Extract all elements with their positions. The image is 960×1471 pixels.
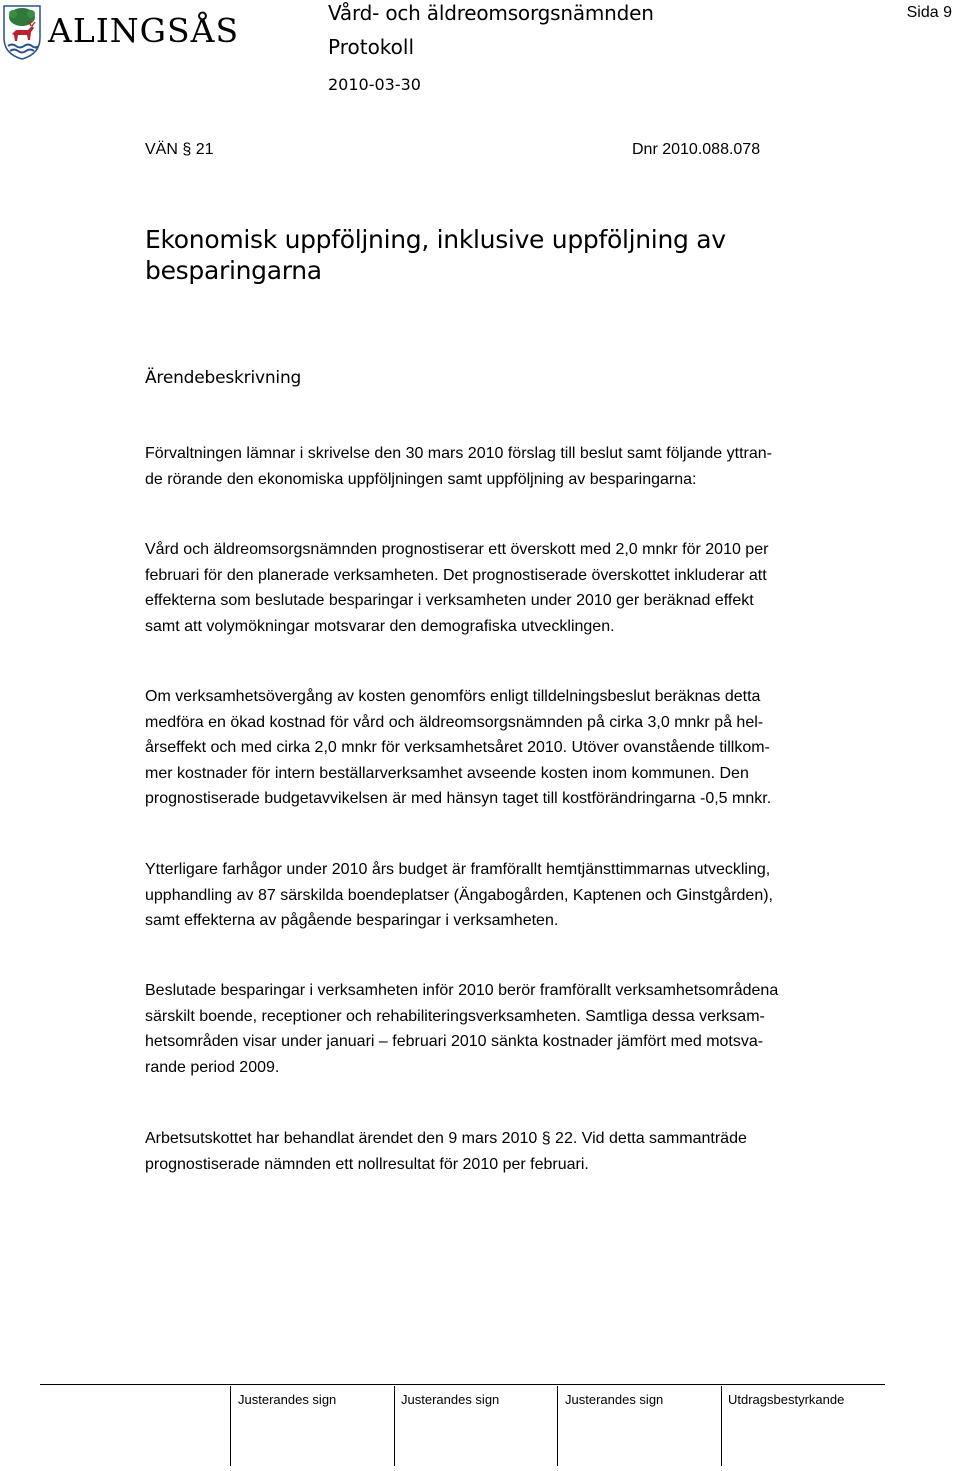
logo-wordmark: ALINGSÅS <box>48 11 240 50</box>
paragraph-1 <box>145 441 875 492</box>
alingsas-coat-of-arms-icon <box>2 4 260 60</box>
text-line: medföra en ökad kostnad för vård och äldreomsorgsnämnden på cirka 3,0 mnkr på hel- <box>145 713 764 731</box>
signature-box-divider <box>557 1386 558 1466</box>
diary-number: Dnr 2010.088.078 <box>632 141 761 158</box>
paragraph-6 <box>145 1126 875 1177</box>
committee-name: Vård- och äldreomsorgsnämnden <box>328 1 654 25</box>
text-line: mer kostnader för intern beställarverksamhet avseende kosten inom kommunen. Den <box>145 764 749 782</box>
case-paragraph-ref: VÄN § 21 <box>145 141 214 158</box>
document-type: Protokoll <box>328 35 415 59</box>
title-line: Ekonomisk uppföljning, inklusive uppföljning av <box>145 225 726 254</box>
text-line: de rörande den ekonomiska uppföljningen samt uppföljning av besparingarna: <box>145 470 697 488</box>
text-line: rande period 2009. <box>145 1058 280 1076</box>
paragraph-4 <box>145 857 875 934</box>
text-line: Om verksamhetsövergång av kosten genomförs enligt tilldelningsbeslut beräknas detta <box>145 688 761 705</box>
text-line: Vård och äldreomsorgsnämnden prognostiserar ett överskott med 2,0 mnkr för 2010 per <box>145 541 769 558</box>
text-line: årseffekt och med cirka 2,0 mnkr för verksamhetsåret 2010. Utöver ovanstående tillkom- <box>145 739 770 756</box>
alingsas-logo <box>2 4 260 60</box>
text-line: prognostiserade budgetavvikelsen är med hänsyn taget till kostförändringarna -0,5 mnkr. <box>145 790 772 807</box>
signature-label: Justerandes sign <box>238 1392 337 1407</box>
text-line: effekterna som beslutade besparingar i verksamheten under 2010 ger beräknad effekt <box>145 592 754 609</box>
certification-label: Utdragsbestyrkande <box>728 1392 845 1407</box>
text-line: samt att volymökningar motsvarar den demografiska utvecklingen. <box>145 617 615 635</box>
signature-box-divider <box>230 1386 231 1466</box>
text-line: Ytterligare farhågor under 2010 års budget är framförallt hemtjänsttimmarnas utveckling, <box>145 861 771 878</box>
footer-divider <box>40 1384 885 1385</box>
paragraph-3 <box>145 684 875 812</box>
text-line: upphandling av 87 särskilda boendeplatser (Ängabogården, Kaptenen och Ginstgården), <box>145 886 773 904</box>
signature-label: Justerandes sign <box>565 1392 664 1407</box>
text-line: prognostiserade nämnden ett nollresultat för 2010 per februari. <box>145 1155 589 1173</box>
signature-box-divider <box>721 1386 722 1466</box>
signature-box-divider <box>394 1386 395 1466</box>
paragraph-2 <box>145 537 875 639</box>
text-line: Beslutade besparingar i verksamheten inför 2010 berör framförallt verksamhetsområdena <box>145 982 779 999</box>
meeting-date: 2010-03-30 <box>328 75 421 94</box>
page-title <box>145 224 845 286</box>
text-line: hetsområden visar under januari – februari 2010 sänkta kostnader jämfört med motsva- <box>145 1033 764 1050</box>
paragraph-5 <box>145 978 875 1080</box>
text-line: Förvaltningen lämnar i skrivelse den 30 mars 2010 förslag till beslut samt följande yttran- <box>145 445 772 462</box>
text-line: februari för den planerade verksamheten. Det prognostiserade överskottet inkluderar att <box>145 566 767 584</box>
section-heading: Ärendebeskrivning <box>145 368 302 388</box>
text-line: samt effekterna av pågående besparingar i verksamheten. <box>145 912 559 929</box>
page-number: Sida 9 <box>906 4 952 21</box>
signature-label: Justerandes sign <box>401 1392 500 1407</box>
title-line: besparingarna <box>145 256 322 285</box>
text-line: Arbetsutskottet har behandlat ärendet den 9 mars 2010 § 22. Vid detta sammanträde <box>145 1130 747 1147</box>
text-line: särskilt boende, receptioner och rehabiliteringsverksamheten. Samtliga dessa verksam- <box>145 1007 765 1025</box>
